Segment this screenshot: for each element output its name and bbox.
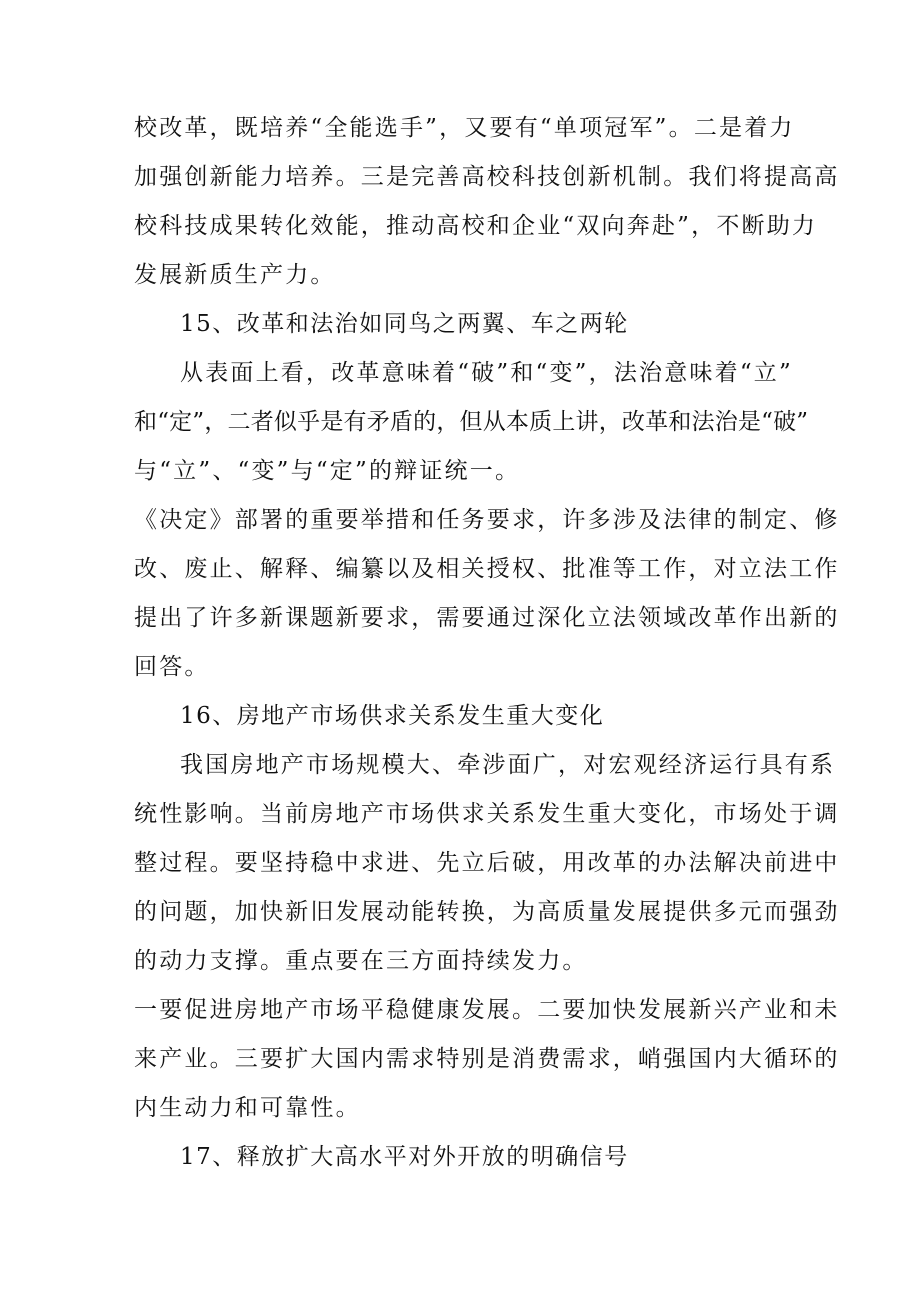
paragraph-line: 改、废止、解释、编纂以及相关授权、批准等工作，对立法工作 bbox=[134, 556, 840, 582]
paragraph-line: 的动力支撑。重点要在三方面持续发力。 bbox=[134, 948, 588, 974]
paragraph-line: 从表面上看，改革意味着“破”和“变”，法治意味着“立” bbox=[180, 360, 793, 386]
paragraph-line: 和“定”，二者似乎是有矛盾的，但从本质上讲，改革和法治是“破” bbox=[134, 409, 809, 435]
paragraph-line: 统性影响。当前房地产市场供求关系发生重大变化，市场处于调 bbox=[134, 801, 840, 827]
paragraph-line: 《决定》部署的重要举措和任务要求，许多涉及法律的制定、修 bbox=[134, 507, 840, 533]
section-heading-16: 16、房地产市场供求关系发生重大变化 bbox=[180, 703, 605, 729]
paragraph-line: 加强创新能力培养。三是完善高校科技创新机制。我们将提高高 bbox=[134, 164, 840, 190]
paragraph-line: 一要促进房地产市场平稳健康发展。二要加快发展新兴产业和未 bbox=[134, 997, 840, 1023]
paragraph-line: 回答。 bbox=[134, 654, 210, 680]
paragraph-line: 发展新质生产力。 bbox=[134, 262, 336, 288]
paragraph-line: 校科技成果转化效能，推动高校和企业“双向奔赴”，不断助力 bbox=[134, 213, 818, 239]
paragraph-line: 我国房地产市场规模大、牵涉面广，对宏观经济运行具有系 bbox=[180, 752, 836, 778]
paragraph-line: 的问题，加快新旧发展动能转换，为高质量发展提供多元而强劲 bbox=[134, 899, 840, 925]
section-heading-15: 15、改革和法治如同鸟之两翼、车之两轮 bbox=[180, 311, 629, 337]
paragraph-line: 来产业。三要扩大国内需求特别是消费需求，峭强国内大循环的 bbox=[134, 1046, 840, 1072]
paragraph-line: 与“立”、“变”与“定”的辩证统一。 bbox=[134, 458, 521, 484]
paragraph-line: 校改革，既培养“全能选手”，又要有“单项冠军”。二是着力 bbox=[134, 115, 795, 141]
document-body bbox=[134, 104, 840, 1182]
section-heading-17: 17、释放扩大高水平对外开放的明确信号 bbox=[180, 1144, 629, 1170]
paragraph-line: 提出了许多新课题新要求，需要通过深化立法领域改革作出新的 bbox=[134, 605, 840, 631]
paragraph-line: 内生动力和可靠性。 bbox=[134, 1095, 361, 1121]
paragraph-line: 整过程。要坚持稳中求进、先立后破，用改革的办法解决前进中 bbox=[134, 850, 840, 876]
